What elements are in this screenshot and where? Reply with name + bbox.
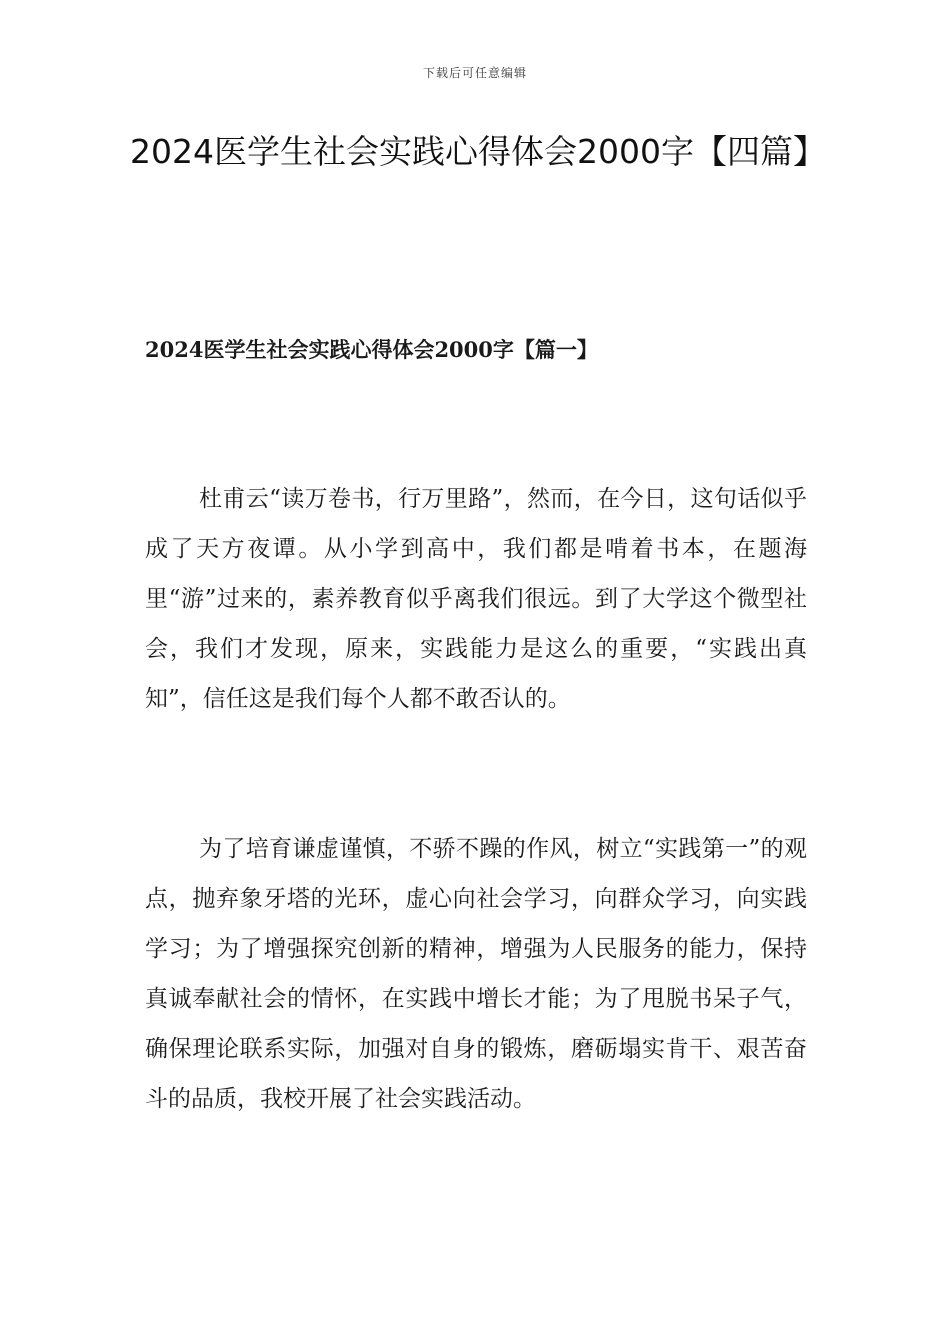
document-title: 2024医学生社会实践心得体会2000字【四篇】 xyxy=(130,132,826,171)
section-heading: 2024医学生社会实践心得体会2000字【篇一】 xyxy=(145,337,598,362)
body-paragraph-1: 杜甫云“读万卷书，行万里路”，然而，在今日，这句话似乎成了天方夜谭。从小学到高中，我们都是啃着书本，在题海里“游”过来的，素养教育似乎离我们很远。到了大学这个微型社会，我们才发现，原来，实践能力是这么的重要，“实践出真知”，信任这是我们每个人都不敢否认的。 xyxy=(145,486,807,712)
body-paragraph-2: 为了培育谦虚谨慎，不骄不躁的作风，树立“实践第一”的观点，抛弃象牙塔的光环，虚心向社会学习，向群众学习，向实践学习；为了增强探究创新的精神，增强为人民服务的能力，保持真诚奉献社会的情怀，在实践中增长才能；为了甩脱书呆子气，确保理论联系实际，加强对自身的锻炼，磨砺塌实肯干、艰苦奋斗的品质，我校开展了社会实践活动。 xyxy=(145,836,807,1112)
header-note: 下载后可任意编辑 xyxy=(422,66,527,80)
